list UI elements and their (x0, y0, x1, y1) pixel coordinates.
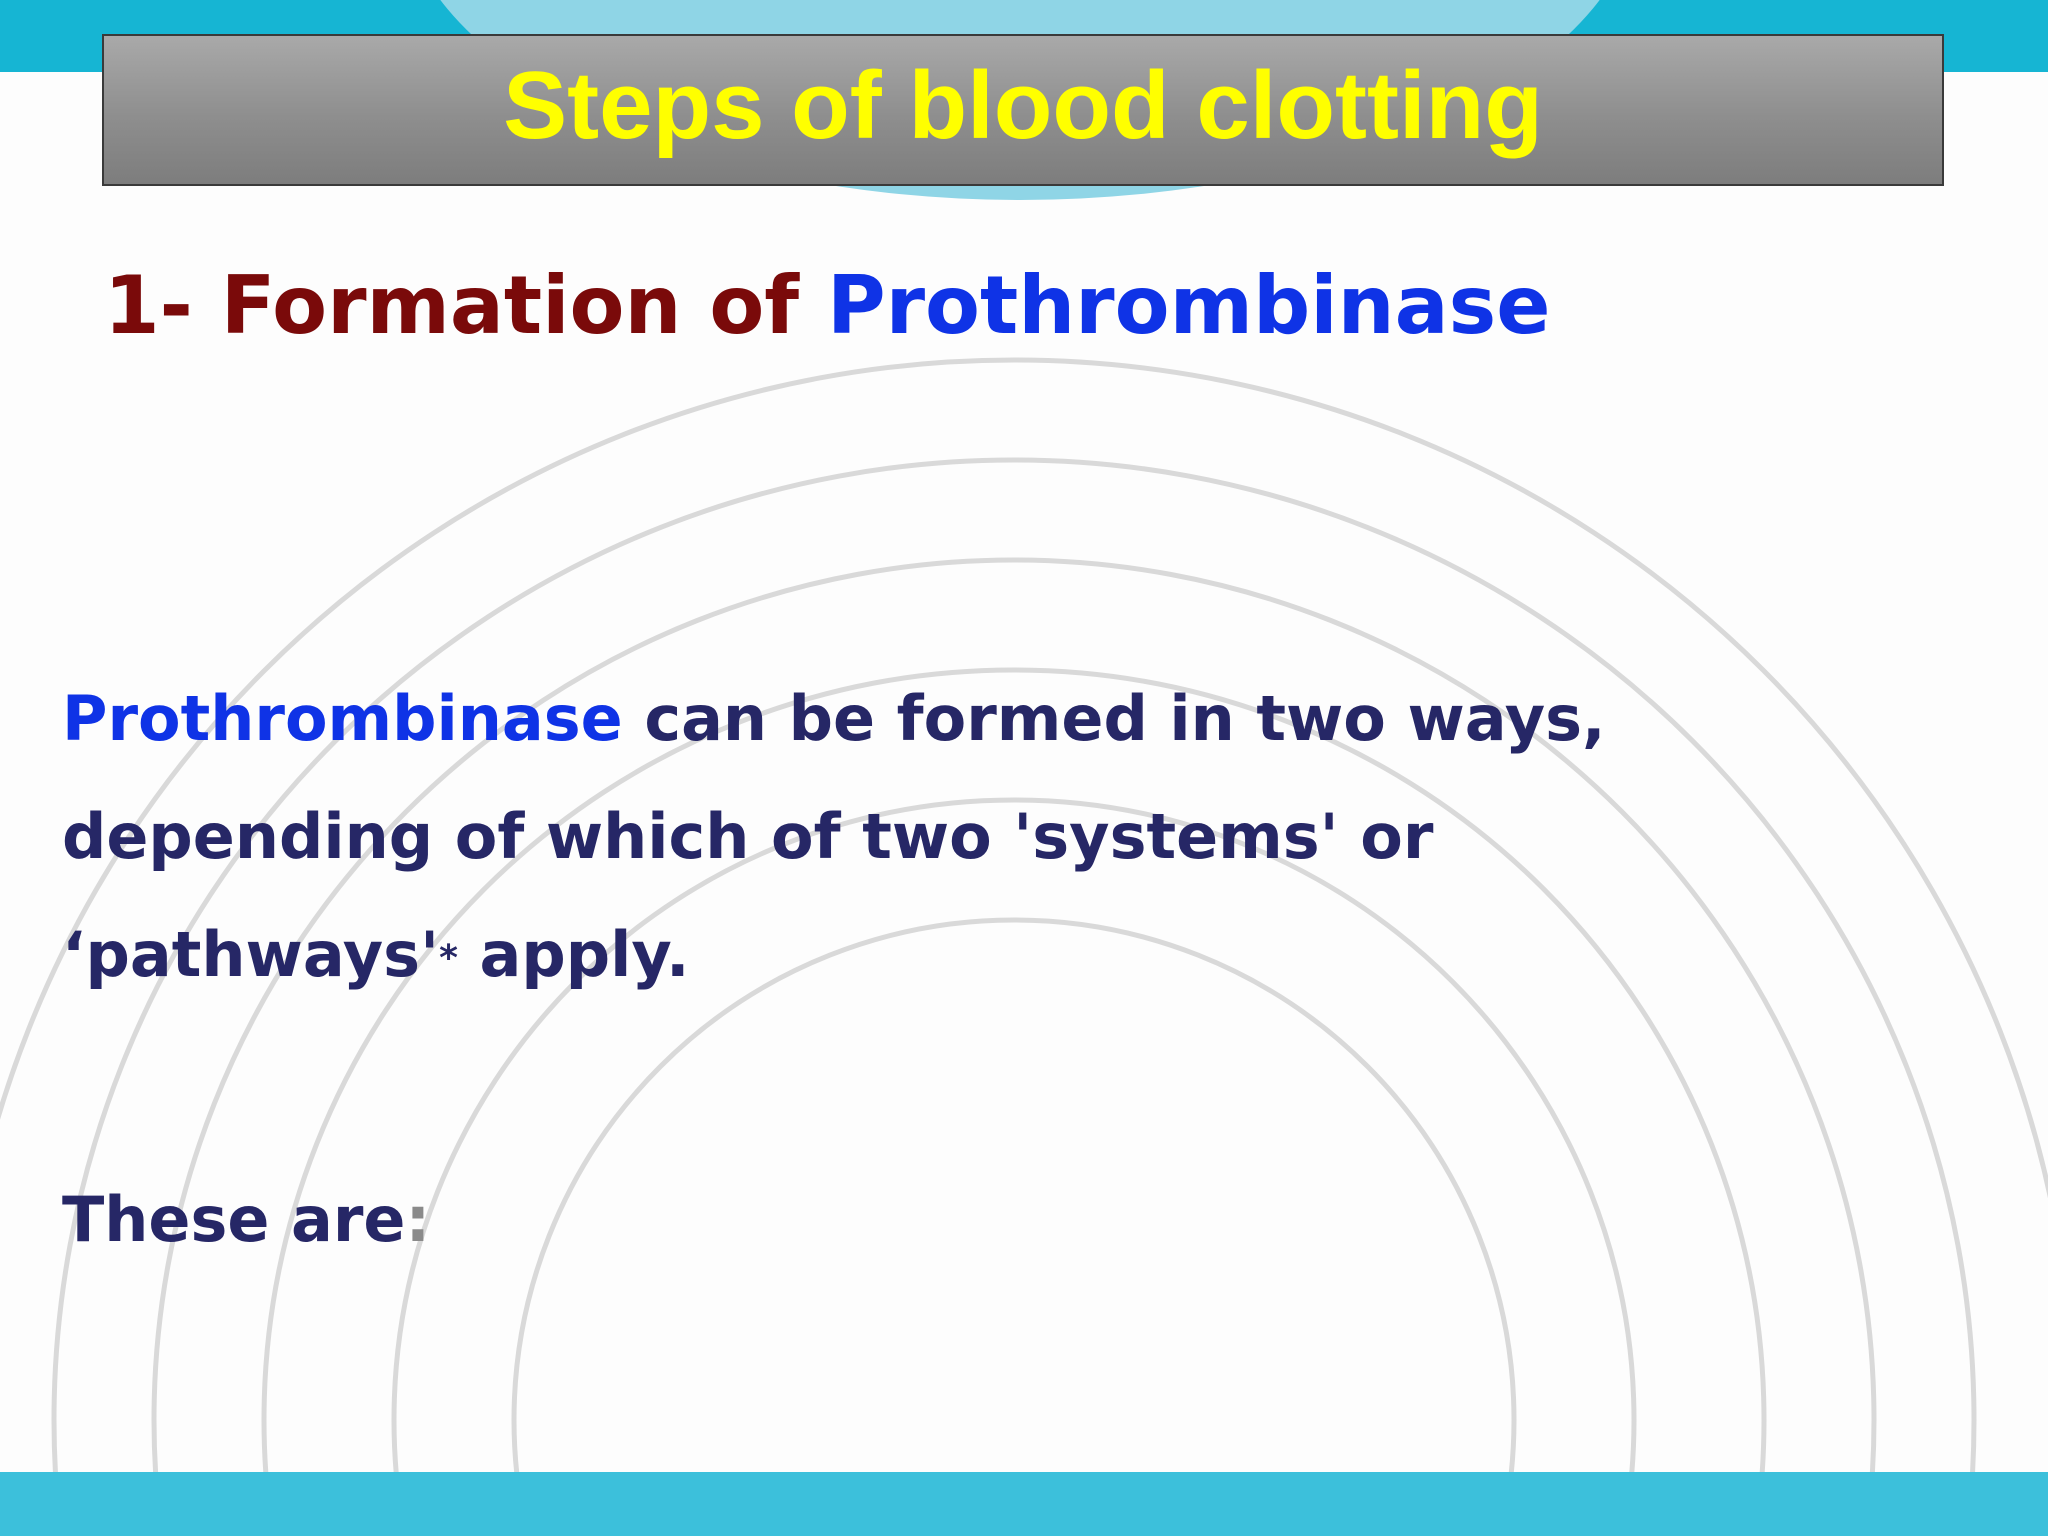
paragraph-line-3 (62, 896, 1962, 1018)
these-are-line (62, 1180, 430, 1260)
these-are-text: These are (62, 1183, 406, 1256)
slide-title: Steps of blood clotting (503, 52, 1543, 159)
bottom-decorative-band (0, 1472, 2048, 1536)
paragraph-line-1-rest: can be formed in two ways, (622, 682, 1606, 755)
paragraph-line-1 (62, 660, 1962, 778)
paragraph-line-3-end: apply. (457, 918, 690, 991)
these-are-colon: : (405, 1183, 431, 1256)
body-paragraph (62, 660, 1962, 1018)
paragraph-keyword: Prothrombinase (62, 682, 623, 755)
heading-keyword: Prothrombinase (826, 259, 1551, 352)
heading-prefix: 1- Formation of (104, 259, 827, 352)
title-bar (102, 34, 1944, 186)
paragraph-line-3-start: ‘pathways' (62, 918, 440, 991)
paragraph-line-2: depending of which of two 'systems' or (62, 800, 1434, 873)
asterisk-footnote-mark: * (439, 937, 458, 979)
section-heading (104, 258, 1550, 354)
